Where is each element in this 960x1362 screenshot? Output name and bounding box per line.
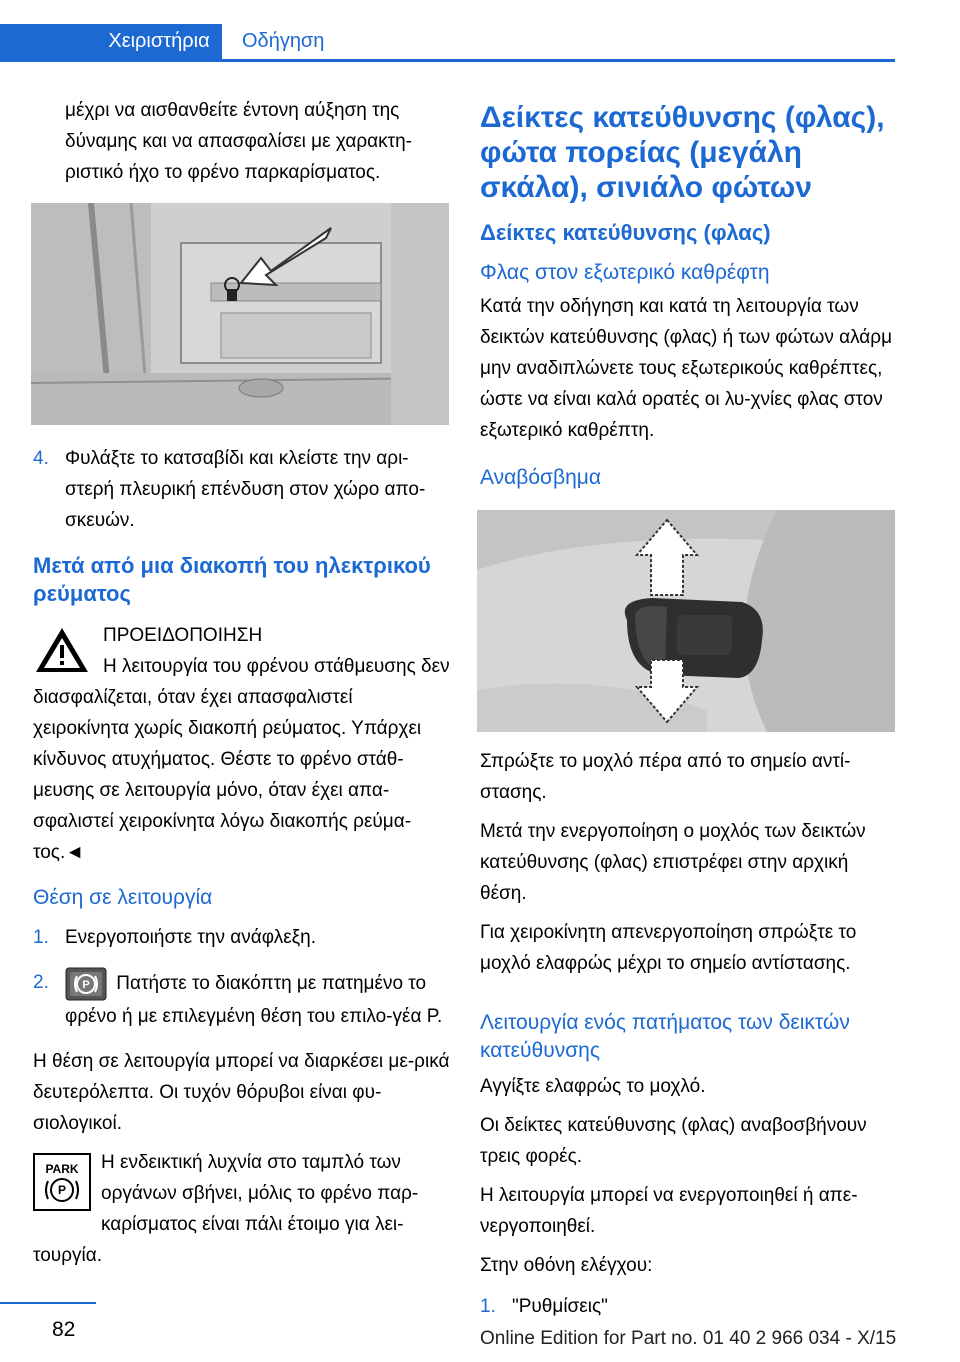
subheading-one-touch: Λειτουργία ενός πατήματος των δεικτών κατεύθυνσης <box>480 1011 850 1062</box>
turn-signal-lever-photo <box>477 510 895 732</box>
parking-brake-switch-icon <box>65 967 107 1001</box>
step-4-number: 4. <box>33 448 49 469</box>
one-touch-paragraph-1: Αγγίξτε ελαφρώς το μοχλό. <box>480 1076 706 1097</box>
op-step-2-number: 2. <box>33 972 49 993</box>
park-label: PARK <box>45 1162 79 1176</box>
indicator-block <box>33 1147 451 1271</box>
warning-triangle-icon <box>33 624 91 676</box>
park-indicator-icon <box>33 1153 91 1211</box>
settings-list-number: 1. <box>480 1296 496 1317</box>
blink-paragraph-2: Μετά την ενεργοποίηση ο μοχλός των δεικτών κατεύθυνσης (φλας) επιστρέφει στην αρχική θέση. <box>480 821 866 904</box>
header-tabs <box>0 24 895 62</box>
trunk-illustration <box>31 203 449 425</box>
op-step-2 <box>33 967 451 1032</box>
heading-after-power-loss: Μετά από μια διακοπή του ηλεκτρικού ρεύματος <box>33 553 431 606</box>
svg-text:P: P <box>57 1183 67 1197</box>
op-step-1-text: Ενεργοποιήστε την ανάφλεξη. <box>65 927 317 948</box>
op-step-2-text: Πατήστε το διακόπτη με πατημένο το φρένο ή με επιλεγμένη θέση του επιλο-γέα P. <box>65 973 443 1027</box>
subheading-mirror-signals: Φλας στον εξωτερικό καθρέφτη <box>480 261 770 284</box>
operation-note: Η θέση σε λειτουργία μπορεί να διαρκέσει με-ρικά δευτερόλεπτα. Οι τυχόν θόρυβοι είναι φυ-σιολογικοί. <box>33 1051 450 1134</box>
right-column <box>480 100 898 1336</box>
op-step-1 <box>33 922 451 953</box>
tab-underline <box>0 59 222 62</box>
indicator-text: Η ενδεικτική λυχνία στο ταμπλό των οργάνων σβήνει, μόλις το φρένο παρ-καρίσματος είναι πάλι έτοιμο για λει-τουργία. <box>33 1152 419 1266</box>
one-touch-paragraph-2: Οι δείκτες κατεύθυνσης (φλας) αναβοσβήνουν τρεις φορές. <box>480 1115 867 1167</box>
warning-block <box>33 620 451 868</box>
tab-driving[interactable] <box>222 24 895 62</box>
subheading-blinking: Αναβόσβημα <box>480 466 601 489</box>
footer-rule <box>0 1302 96 1304</box>
settings-list-text: "Ρυθμίσεις" <box>512 1296 608 1317</box>
svg-text:P: P <box>82 979 90 991</box>
one-touch-paragraph-3: Η λειτουργία μπορεί να ενεργοποιηθεί ή απε-νεργοποιηθεί. <box>480 1185 858 1237</box>
left-column <box>33 95 451 1271</box>
one-touch-paragraph-4: Στην οθόνη ελέγχου: <box>480 1255 653 1276</box>
section-title: Δείκτες κατεύθυνσης (φλας), φώτα πορείας (μεγάλη σκάλα), σινιάλο φώτων <box>480 101 885 204</box>
op-step-1-number: 1. <box>33 927 49 948</box>
heading-operation: Θέση σε λειτουργία <box>33 886 213 909</box>
step-4 <box>33 443 451 536</box>
tab-controls-label: Χειριστήρια <box>108 30 210 52</box>
warning-title: ΠΡΟΕΙΔΟΠΟΙΗΣΗ <box>103 625 263 646</box>
lever-illustration <box>477 510 895 732</box>
trunk-photo <box>31 203 449 425</box>
intro-paragraph: μέχρι να αισθανθείτε έντονη αύξηση της δύναμης και να απασφαλίσει με χαρακτη-ριστικό ήχο το φρένο παρκαρίσματος. <box>65 100 413 183</box>
subheading-turn-signals: Δείκτες κατεύθυνσης (φλας) <box>480 220 771 245</box>
blink-paragraph-1: Σπρώξτε το μοχλό πέρα από το σημείο αντί-στασης. <box>480 751 851 803</box>
edition-text: Online Edition for Part no. 01 40 2 966 034 - X/15 <box>480 1328 897 1349</box>
mirror-paragraph: Κατά την οδήγηση και κατά τη λειτουργία των δεικτών κατεύθυνσης (φλας) ή των φώτων αλάρμ μην αναδιπλώνετε τους εξωτερικούς καθρέπτες, ώστε να είναι καλά ορατές οι λυ-χνίες φλας στον εξωτερικό καθρέπτη. <box>480 296 893 441</box>
blink-paragraph-3: Για χειροκίνητη απενεργοποίηση σπρώξτε το μοχλό ελαφρώς μέχρι το σημείο αντίστασης. <box>480 922 857 974</box>
settings-list-item <box>480 1291 898 1322</box>
step-4-text: Φυλάξτε το κατσαβίδι και κλείστε την αρι-στερή πλευρική επένδυση στον χώρο απο-σκευών. <box>65 448 426 531</box>
warning-text: Η λειτουργία του φρένου στάθμευσης δεν διασφαλίζεται, όταν έχει απασφαλιστεί χειροκίνητα χωρίς διακοπή ρεύματος. Υπάρχει κίνδυνος ατυχήματος. Θέστε το φρένο στάθ-μευσης σε λειτουργία μόνο, όταν έχει απα-σφαλιστεί χειροκίνητα λόγω διακοπής ρεύμα-τος.◄ <box>33 656 450 863</box>
page-number: 82 <box>52 1318 76 1341</box>
tab-driving-label: Οδήγηση <box>242 30 325 52</box>
tab-controls[interactable] <box>0 24 222 59</box>
